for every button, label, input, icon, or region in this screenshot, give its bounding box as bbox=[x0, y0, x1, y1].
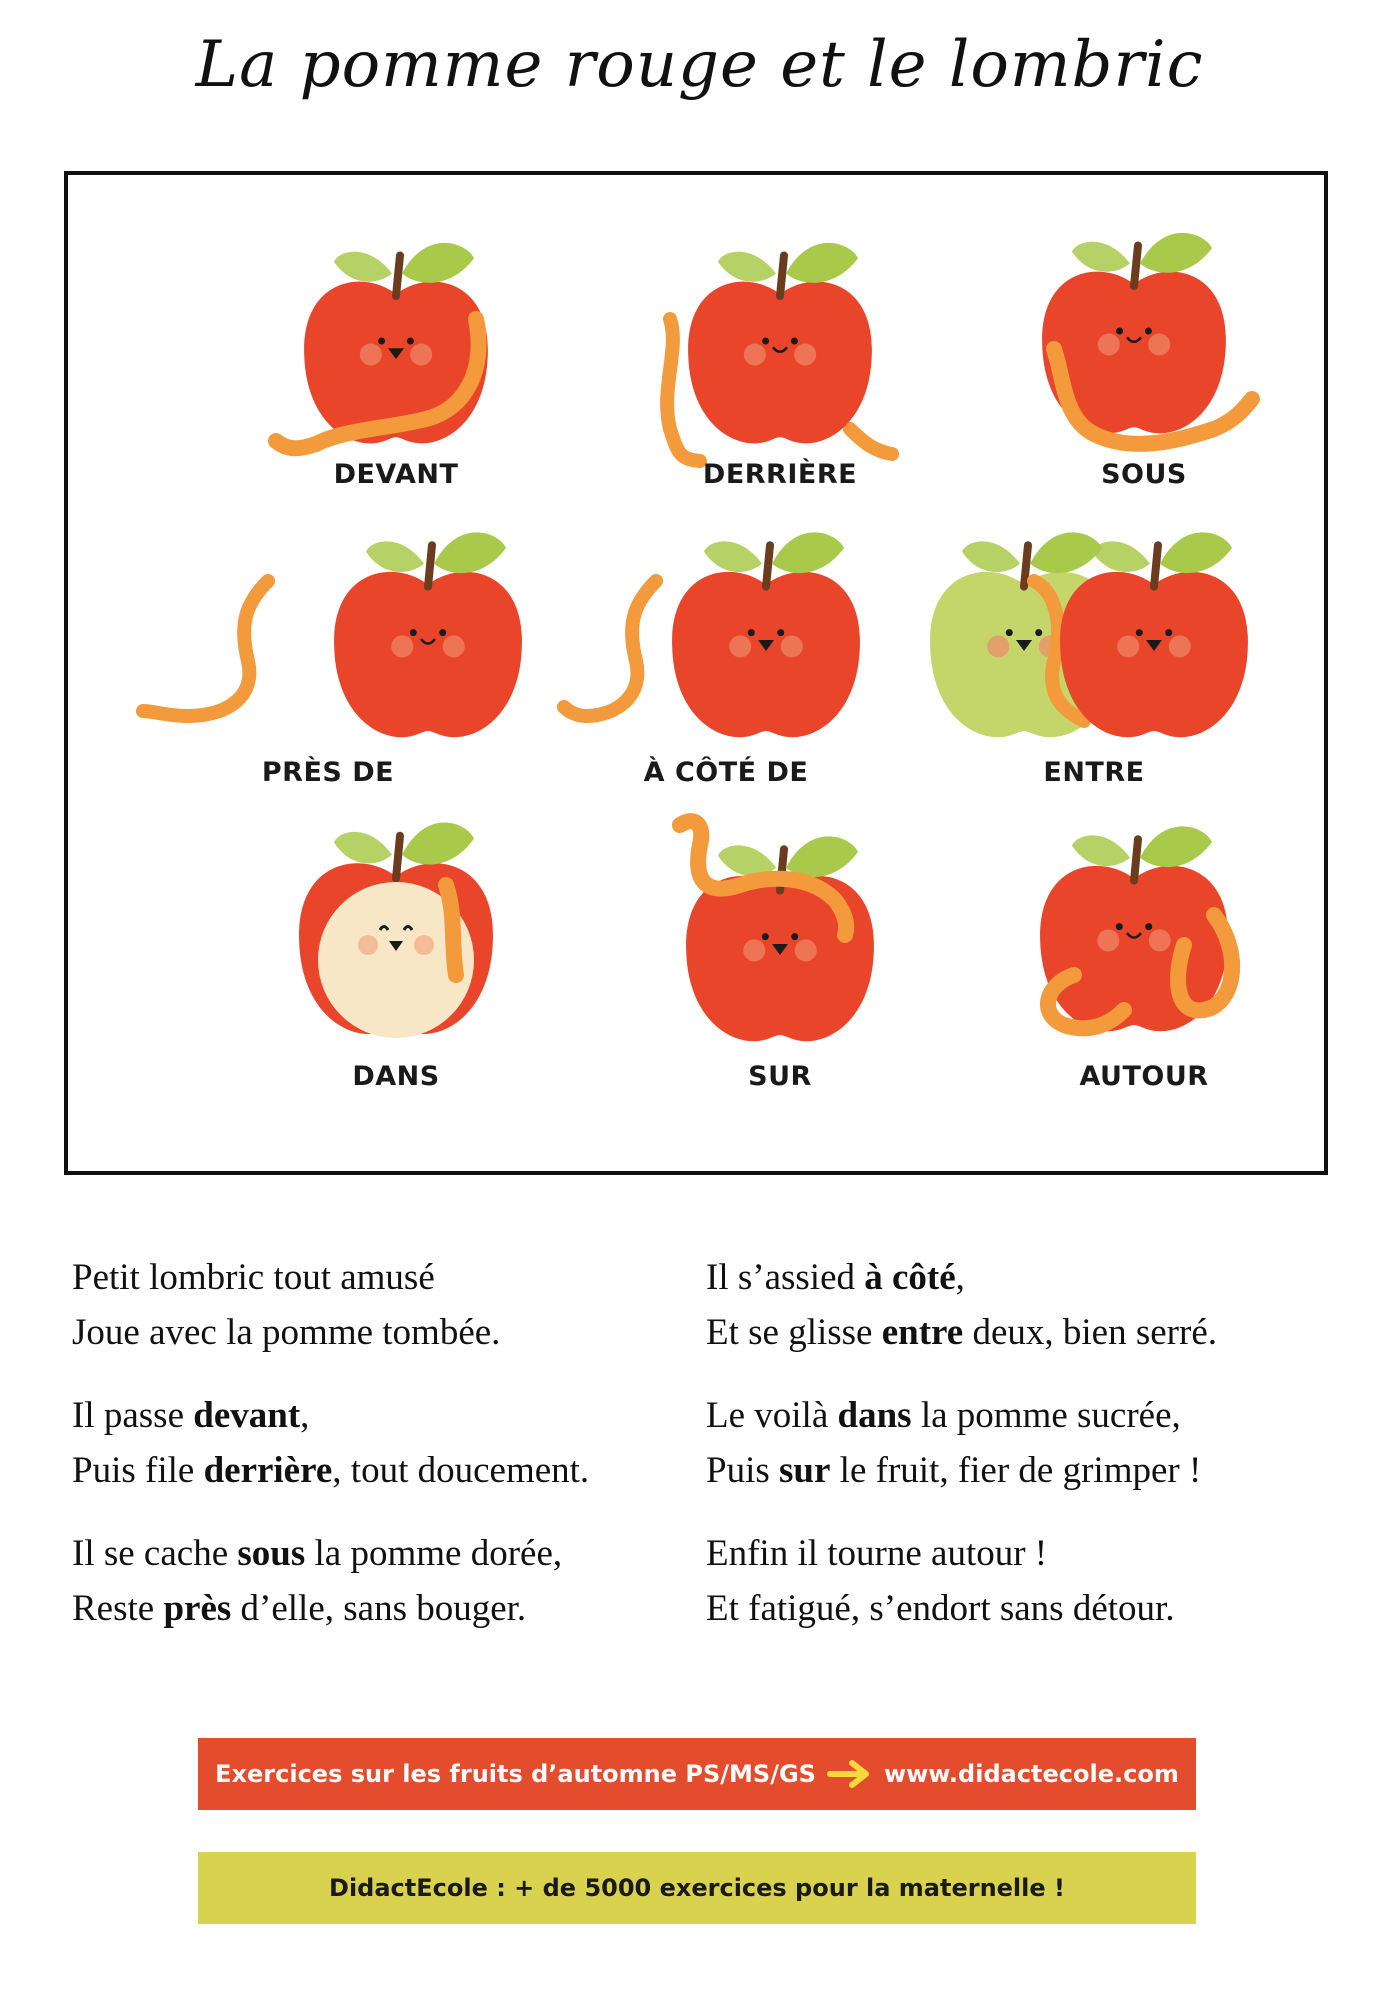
poem-stanza bbox=[72, 1526, 589, 1636]
poem-stanza bbox=[72, 1388, 589, 1498]
poem-text: d’elle, sans bouger. bbox=[231, 1588, 527, 1629]
poem-keyword: devant bbox=[193, 1395, 301, 1436]
poem-text: Et fatigué, s’endort sans détour. bbox=[706, 1588, 1175, 1629]
banner-text: Exercices sur les fruits d’automne PS/MS/GS bbox=[215, 1760, 816, 1788]
apple-worm-pres-de-image bbox=[128, 511, 548, 771]
poem-line bbox=[72, 1581, 589, 1636]
poem-line bbox=[706, 1581, 1217, 1636]
poem-line bbox=[706, 1305, 1217, 1360]
illustration-label: SOUS bbox=[1101, 459, 1187, 490]
poem-text: , tout doucement. bbox=[332, 1450, 590, 1491]
poem-text: le fruit, fier de grimper ! bbox=[830, 1450, 1202, 1491]
illustration-label: À CÔTÉ DE bbox=[643, 757, 809, 788]
poem-text: Il passe bbox=[72, 1395, 194, 1436]
illustration-panel bbox=[64, 171, 1328, 1175]
apple-worm-dans-image bbox=[236, 805, 556, 1065]
apple-worm-derriere-image bbox=[620, 229, 940, 479]
poem-keyword: derrière bbox=[203, 1450, 333, 1491]
poem-stanza bbox=[706, 1388, 1217, 1498]
illustration-label: AUTOUR bbox=[1079, 1061, 1209, 1092]
poem-line bbox=[72, 1250, 589, 1305]
poem-stanza bbox=[706, 1250, 1217, 1360]
poem-text: , bbox=[955, 1257, 965, 1298]
illustration-entre bbox=[914, 511, 1274, 811]
illustration-label: ENTRE bbox=[1043, 757, 1145, 788]
apple-worm-sur-image bbox=[620, 805, 940, 1065]
poem-text: la pomme dorée, bbox=[305, 1533, 563, 1574]
poem-stanza bbox=[72, 1250, 589, 1360]
poem-line bbox=[706, 1443, 1217, 1498]
illustration-label: DANS bbox=[352, 1061, 440, 1092]
poem-line bbox=[72, 1443, 589, 1498]
fruits-exercises-banner[interactable] bbox=[198, 1738, 1196, 1810]
poem-line bbox=[706, 1526, 1217, 1581]
illustration-devant bbox=[236, 229, 556, 529]
poem-text: deux, bien serré. bbox=[963, 1312, 1217, 1353]
poem-text: Reste bbox=[72, 1588, 164, 1629]
poem-keyword: sous bbox=[237, 1533, 306, 1574]
poem-line bbox=[706, 1250, 1217, 1305]
illustration-label: DEVANT bbox=[333, 459, 459, 490]
poem-text: Joue avec la pomme tombée. bbox=[72, 1312, 501, 1353]
illustration-derriere bbox=[620, 229, 940, 529]
poem-keyword: près bbox=[163, 1588, 232, 1629]
poem-line bbox=[72, 1526, 589, 1581]
poem-keyword: à côté bbox=[864, 1257, 956, 1298]
illustration-pres-de bbox=[128, 511, 548, 811]
apple-worm-sous-image bbox=[984, 229, 1304, 479]
poem-right-column bbox=[706, 1250, 1217, 1664]
poem-keyword: entre bbox=[881, 1312, 964, 1353]
poem-text: Enfin il tourne autour ! bbox=[706, 1533, 1048, 1574]
illustration-autour bbox=[984, 805, 1304, 1105]
didactecole-banner bbox=[198, 1852, 1196, 1924]
illustration-a-cote-de bbox=[556, 511, 896, 811]
poem-text: , bbox=[300, 1395, 310, 1436]
illustration-sous bbox=[984, 229, 1304, 529]
poem-text: Et se glisse bbox=[706, 1312, 882, 1353]
poem-line bbox=[706, 1388, 1217, 1443]
poem-text: la pomme sucrée, bbox=[911, 1395, 1181, 1436]
poem-text: Il se cache bbox=[72, 1533, 238, 1574]
illustration-sur bbox=[620, 805, 940, 1105]
poem-text: Il s’assied bbox=[706, 1257, 865, 1298]
illustration-label: PRÈS DE bbox=[261, 757, 395, 788]
illustration-dans bbox=[236, 805, 556, 1105]
apple-worm-autour-image bbox=[984, 805, 1304, 1065]
arrow-right-icon bbox=[826, 1759, 874, 1789]
illustration-label: SUR bbox=[748, 1061, 812, 1092]
page-title: La pomme rouge et le lombric bbox=[195, 28, 1204, 102]
poem-line bbox=[72, 1388, 589, 1443]
apple-worm-entre-image bbox=[914, 511, 1274, 771]
poem-keyword: dans bbox=[837, 1395, 912, 1436]
poem-stanza bbox=[706, 1526, 1217, 1636]
poem-text: Puis bbox=[706, 1450, 780, 1491]
apple-worm-devant-image bbox=[236, 229, 556, 479]
apple-worm-a-cote-de-image bbox=[556, 511, 896, 771]
poem-text: Petit lombric tout amusé bbox=[72, 1257, 435, 1298]
poem-line bbox=[72, 1305, 589, 1360]
banner-text: DidactEcole : + de 5000 exercices pour la maternelle ! bbox=[329, 1874, 1065, 1902]
poem-text: Le voilà bbox=[706, 1395, 838, 1436]
poem-text: Puis file bbox=[72, 1450, 204, 1491]
poem-left-column bbox=[72, 1250, 589, 1664]
poem-keyword: sur bbox=[779, 1450, 831, 1491]
website-link[interactable]: www.didactecole.com bbox=[883, 1760, 1179, 1788]
illustration-label: DERRIÈRE bbox=[702, 459, 858, 490]
